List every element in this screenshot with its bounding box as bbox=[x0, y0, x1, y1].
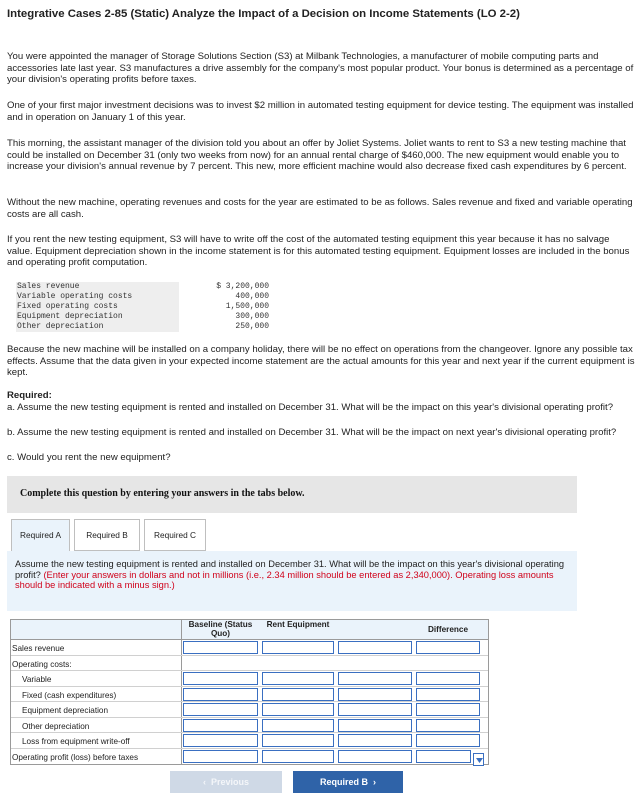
write-off-paragraph: If you rent the new testing equipment, S3 will have to write off the cost of the automated testing equipment this year because it has no salvage value. Equipment depreciation shown in the income statement is for this automated testing equipment. Equipment losses are included in the bonus and operating profit computation. bbox=[7, 234, 630, 269]
rent-sales-input[interactable] bbox=[262, 641, 334, 654]
estimate-label: Fixed operating costs bbox=[16, 302, 179, 312]
estimates-row bbox=[16, 312, 269, 322]
difference-fixed-input[interactable] bbox=[416, 688, 480, 701]
question-prompt: Assume the new testing equipment is rented and installed on December 31. What will be the impact on this year's divisional operating profit? bbox=[15, 559, 565, 580]
difference-variable-input[interactable] bbox=[416, 672, 480, 685]
table-row bbox=[11, 671, 488, 687]
baseline-loss-input[interactable] bbox=[183, 734, 258, 747]
row-label: Fixed (cash expenditures) bbox=[22, 690, 117, 700]
column-header-baseline: Baseline (Status Quo) bbox=[188, 620, 253, 638]
estimate-value: 250,000 bbox=[235, 322, 269, 331]
instruction-bar bbox=[7, 476, 577, 513]
baseline-equipment-depreciation-input[interactable] bbox=[183, 703, 258, 716]
rent-other-depreciation-input-2[interactable] bbox=[338, 719, 412, 732]
difference-dropdown[interactable] bbox=[473, 753, 484, 766]
chevron-down-icon bbox=[476, 758, 483, 763]
baseline-sales-input[interactable] bbox=[183, 641, 258, 654]
row-label: Loss from equipment write-off bbox=[22, 737, 130, 746]
row-label: Equipment depreciation bbox=[22, 706, 109, 715]
estimate-value: 1,500,000 bbox=[225, 302, 269, 311]
required-a-text: a. Assume the new testing equipment is rented and installed on December 31. What will be the impact on this year's divisional operating profit? bbox=[7, 402, 614, 413]
difference-loss-input[interactable] bbox=[416, 734, 480, 747]
rent-fixed-input-2[interactable] bbox=[338, 688, 412, 701]
rent-variable-input-2[interactable] bbox=[338, 672, 412, 685]
intro-paragraph: You were appointed the manager of Storage Solutions Section (S3) at Milbank Technologies, a manufacturer of mobile computing parts and accessories late last year. S3 manufactures a drive assembly for the company's most popular product. Your bonus is determined as a percentage of your division's operating profits before taxes. bbox=[7, 51, 634, 86]
baseline-fixed-input[interactable] bbox=[183, 688, 258, 701]
table-row bbox=[11, 640, 488, 656]
estimates-intro-paragraph: Without the new machine, operating revenues and costs for the year are estimated to be as follows. Sales revenue and fixed and variable operating costs are all cash. bbox=[7, 197, 633, 220]
row-label: Operating costs: bbox=[12, 659, 72, 669]
tab-required-a[interactable]: Required A bbox=[11, 519, 70, 552]
row-label: Variable bbox=[22, 675, 52, 684]
difference-other-depreciation-input[interactable] bbox=[416, 719, 480, 732]
difference-equipment-depreciation-input[interactable] bbox=[416, 703, 480, 716]
required-b-text: b. Assume the new testing equipment is rented and installed on December 31. What will be the impact on next year's divisional operating profit? bbox=[7, 427, 617, 438]
baseline-variable-input[interactable] bbox=[183, 672, 258, 685]
question-note: (Enter your answers in dollars and not in millions (i.e., 2.34 million should be entered as 2,340,000). Operating loss amounts should be indicated with a minus sign.) bbox=[15, 569, 554, 590]
rent-loss-input-2[interactable] bbox=[338, 734, 412, 747]
rent-operating-profit-input[interactable] bbox=[262, 750, 334, 763]
answer-table bbox=[10, 619, 489, 765]
difference-sales-input[interactable] bbox=[416, 641, 480, 654]
estimates-table bbox=[16, 282, 269, 332]
table-row bbox=[11, 718, 488, 734]
previous-button-label: Previous bbox=[210, 777, 250, 787]
question-text bbox=[15, 559, 567, 591]
estimate-label: Equipment depreciation bbox=[16, 312, 179, 322]
difference-operating-profit-input[interactable] bbox=[416, 750, 471, 763]
row-label: Other depreciation bbox=[22, 721, 90, 731]
next-button-label: Required B bbox=[319, 777, 368, 787]
column-header-difference: Difference bbox=[427, 625, 469, 634]
instruction-text: Complete this question by entering your answers in the tabs below. bbox=[20, 488, 305, 499]
tab-required-c[interactable]: Required C bbox=[144, 519, 206, 551]
estimate-label: Variable operating costs bbox=[16, 292, 179, 302]
baseline-other-depreciation-input[interactable] bbox=[183, 719, 258, 732]
previous-button[interactable]: ‹ Previous bbox=[170, 771, 282, 793]
table-row bbox=[11, 656, 488, 672]
answer-table-header bbox=[11, 620, 488, 640]
row-label: Operating profit (loss) before taxes bbox=[12, 752, 139, 762]
rent-loss-input[interactable] bbox=[262, 734, 334, 747]
table-row bbox=[11, 687, 488, 703]
next-button[interactable]: Required B › bbox=[293, 771, 403, 793]
required-c-text: c. Would you rent the new equipment? bbox=[7, 452, 171, 463]
baseline-operating-profit-input[interactable] bbox=[183, 750, 258, 763]
rent-variable-input[interactable] bbox=[262, 672, 334, 685]
estimate-value: $ 3,200,000 bbox=[216, 282, 269, 291]
tab-required-b[interactable]: Required B bbox=[74, 519, 140, 551]
estimates-row bbox=[16, 292, 269, 302]
table-row bbox=[11, 702, 488, 718]
table-row bbox=[11, 733, 488, 749]
question-panel bbox=[7, 551, 577, 611]
rent-operating-profit-input-2[interactable] bbox=[338, 750, 412, 763]
rent-equipment-depreciation-input-2[interactable] bbox=[338, 703, 412, 716]
investment-paragraph: One of your first major investment decisions was to invest $2 million in automated testing equipment for device testing. The equipment was installed and in operation on January 1 of this year. bbox=[7, 100, 634, 123]
rent-fixed-input[interactable] bbox=[262, 688, 334, 701]
estimate-value: 400,000 bbox=[235, 292, 269, 301]
estimate-label: Other depreciation bbox=[16, 322, 179, 332]
rent-equipment-depreciation-input[interactable] bbox=[262, 703, 334, 716]
table-row bbox=[11, 749, 488, 765]
required-heading: Required: bbox=[7, 390, 52, 401]
rent-sales-input-2[interactable] bbox=[338, 641, 412, 654]
row-label: Sales revenue bbox=[12, 644, 65, 653]
estimates-row bbox=[16, 282, 269, 292]
estimate-label: Sales revenue bbox=[16, 282, 179, 292]
rent-other-depreciation-input[interactable] bbox=[262, 719, 334, 732]
estimates-row bbox=[16, 302, 269, 312]
column-header-rent: Rent Equipment bbox=[266, 620, 330, 629]
assumptions-paragraph: Because the new machine will be installed on a company holiday, there will be no effect on operations from the changeover. Ignore any possible tax effects. Assume that the data given in your expected income statement are the actual amounts for this year and next year if the current equipment is kept. bbox=[7, 344, 635, 379]
estimate-value: 300,000 bbox=[235, 312, 269, 321]
page-title: Integrative Cases 2-85 (Static) Analyze the Impact of a Decision on Income Statements (LO 2-2) bbox=[7, 8, 520, 20]
estimates-row bbox=[16, 322, 269, 332]
offer-paragraph: This morning, the assistant manager of the division told you about an offer by Joliet Systems. Joliet wants to rent to S3 a new testing machine that could be installed on December 31 (only two weeks from now) for an annual rental charge of $460,000. The new equipment would enable you to increase your division's annual revenue by 7 percent. This new, more efficient machine would also decrease fixed cash expenditures by 6 percent. bbox=[7, 138, 627, 173]
